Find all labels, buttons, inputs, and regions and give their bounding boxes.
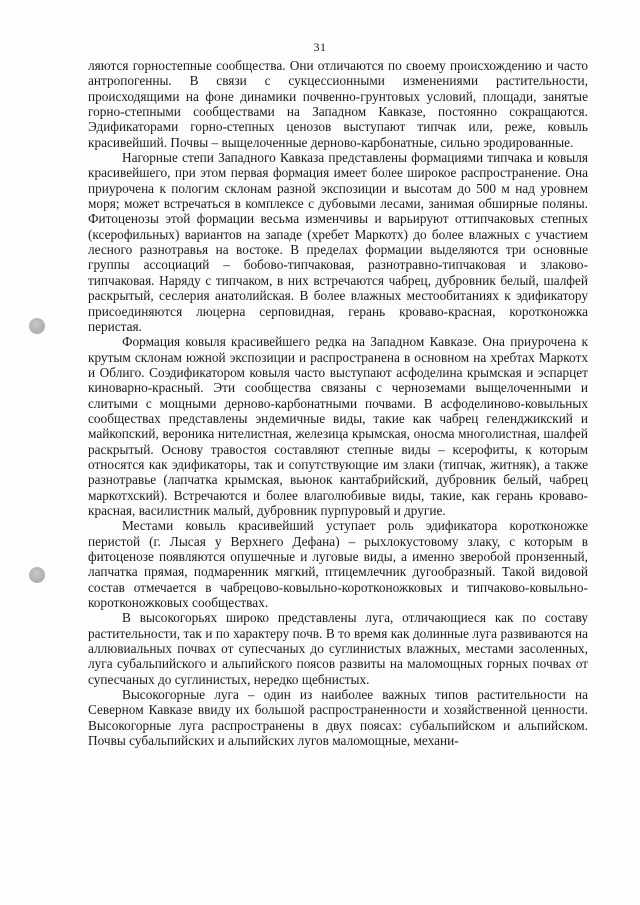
punch-hole-mark [29,318,45,334]
paragraph: ляются горностепные сообщества. Они отличаются по своему происхождению и часто антропогенны. В связи с сукцессионными изменениями растительности, происходящими на фоне динамики почвенно-грунтовых условий, площади, занятые горно-степными сообществами на Западном Кавказе, постоянно сокращаются. Эдификаторами горно-степных ценозов выступают типчак или, реже, ковыль красивейший. Почвы – выщелоченные дерново-карбонатные, сильно эродированные. [88,58,588,150]
paragraph: Нагорные степи Западного Кавказа представлены формациями типчака и ковыля красивейшего, при этом первая формация имеет более широкое распространение. Она приурочена к пологим склонам разной экспозиции и высотам до 500 м над уровнем моря; может встречаться в комплексе с дубовыми лесами, занимая обширные поляны. Фитоценозы этой формации весьма изменчивы и варьируют оттипчаковых степных (ксерофильных) вариантов на западе (хребет Маркотх) до более влажных с участием лесного разнотравья на востоке. В пределах формации выделяются три основные группы ассоциаций – бобово-типчаковая, разнотравно-типчаковая и злаково-типчаковая. Наряду с типчаком, в них встречаются чабрец, дубровник белый, шалфей раскрытый, сеслерия анатолийская. В более влажных местообитаниях к эдификатору присоединяются люцерна серповидная, герань кроваво-красная, коротконожка перистая. [88,150,588,334]
punch-hole-mark [29,567,45,583]
paragraph: Местами ковыль красивейший уступает роль эдификатора коротконожке перистой (г. Лысая у Верхнего Дефана) – рыхлокустовому злаку, с которым в фитоценозе появляются опушечные и луговые виды, а именно зверобой пронзенный, лапчатка прямая, подмаренник мягкий, птицемлечник дугообразный. Такой видовой состав отмечается в чабрецово-ковыльно-коротконожковых и типчаково-ковыльно-коротконожковых сообществах. [88,518,588,611]
paragraph: Формация ковыля красивейшего редка на Западном Кавказе. Она приурочена к крутым склонам южной экспозиции и распространена в основном на хребтах Маркотх и Облиго. Соэдификатором ковыля часто выступают асфоделина крымская и эспарцет киноварно-красный. Эти сообщества связаны с черноземами выщелоченными и слитыми с мощными дерново-карбонатными почвами. В асфоделиново-ковыльных сообществах представлены эндемичные виды, такие как чабрец геленджикский и майкопский, вероника нителистная, железица крымская, оносма многолистная, шалфей раскрытый. Основу травостоя составляют степные виды – ксерофиты, к которым относятся как эдификаторы, так и сопутствующие им злаки (типчак, житняк), а также разнотравье (лапчатка крымская, вьюнок кантабрийский, дубровник белый, чабрец маркотхский). Встречаются и более влаголюбивые виды, такие, как герань кроваво-красная, василистник малый, дубровник пурпуровый и другие. [88,334,588,518]
page-number: 31 [313,40,327,54]
paragraph: В высокогорьях широко представлены луга, отличающиеся как по составу растительности, так и по характеру почв. В то время как долинные луга развиваются на аллювиальных почвах от супесчаных до суглинистых влажных, местами засоленных, луга субальпийского и альпийского поясов развиты на маломощных горных почвах от супесчаных до суглинистых, нередко щебнистых. [88,610,588,687]
body-text [88,58,588,748]
paragraph: Высокогорные луга – один из наиболее важных типов растительности на Северном Кавказе ввиду их большой распространенности и хозяйственной ценности. Высокогорные луга распространены в двух поясах: субальпийском и альпийском. Почвы субальпийских и альпийских лугов маломощные, механи- [88,687,588,749]
